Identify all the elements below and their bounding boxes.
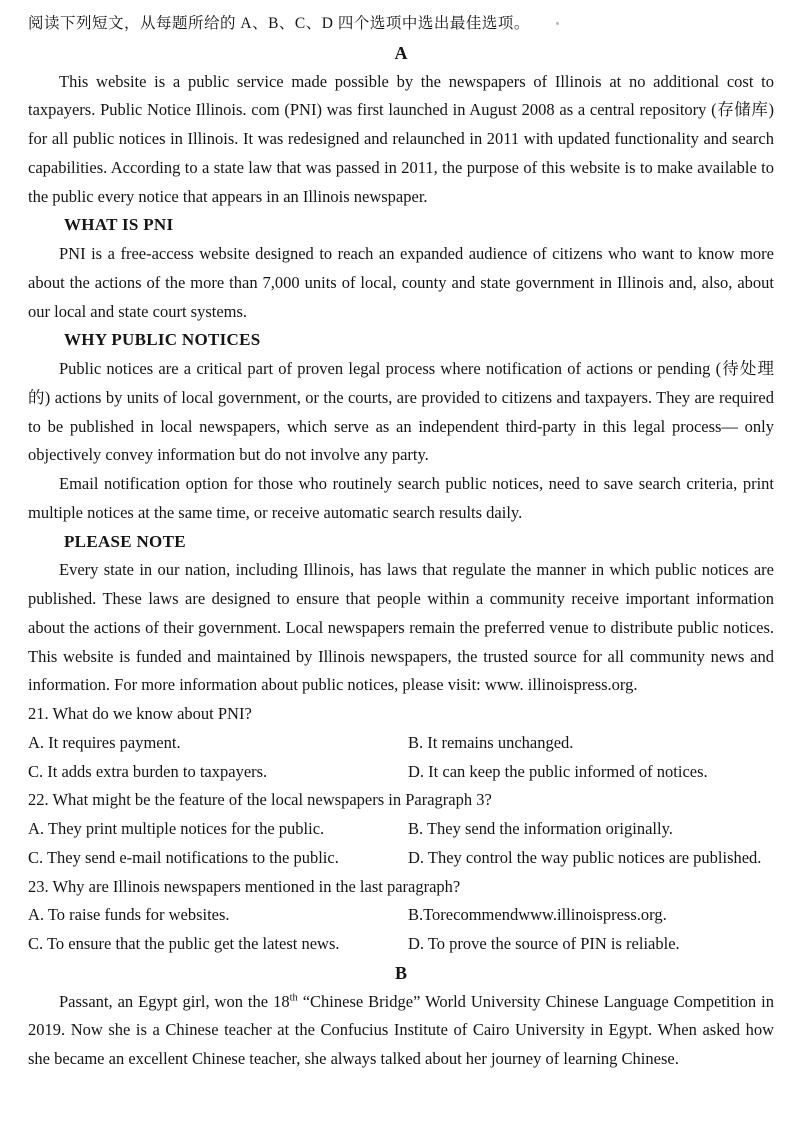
passage-a-paragraph-1: This website is a public service made possible by the newspapers of Illinois at no additional cost to taxpayers. Public Notice Illinois. com (PNI) was first launched in August 2008 as a central repository (存储库) for all public notices in Illinois. It was redesigned and relaunched in 2011 with updated functionality and search capabilities. According to a state law that was passed in 2011, the purpose of this website is to make available to the public every notice that appears in an Illinois newspaper.	[28, 71, 774, 206]
question-22-option-a: A. They print multiple notices for the public.	[28, 819, 325, 838]
passage-b-text-rest: “Chinese Bridge” World University Chinese Language Competition in 2019. Now she is a Chinese teacher at the Confucius Institute of Cairo University in Egypt. When asked how she became an excellent Chinese teacher, she always talked about her journey of learning Chinese.	[28, 991, 774, 1068]
question-21-option-d: D. It can keep the public informed of notices.	[408, 761, 708, 781]
heading-please-note: PLEASE NOTE	[64, 531, 186, 551]
question-23-stem: 23. Why are Illinois newspapers mentioned in the last paragraph?	[28, 876, 461, 896]
heading-why-public-notices: WHY PUBLIC NOTICES	[64, 330, 261, 350]
question-22-option-b: B. They send the information originally.	[408, 819, 673, 838]
question-21-option-b: B. It remains unchanged.	[408, 732, 574, 752]
question-21-options	[28, 729, 774, 787]
passage-a-paragraph-2: PNI is a free-access website designed to reach an expanded audience of citizens who want to know more about the actions of the more than 7,000 units of local, county and state government in Illinois and, also, about our local and state court systems.	[28, 244, 774, 321]
passage-a-paragraph-3: Public notices are a critical part of proven legal process where notification of actions or pending (待处理的) actions by units of local government, or the courts, are provided to citizens and taxpayers. They are required to be published in local newspapers, which serve as an independent third-party in this legal process— only objectively convey information but do not involve any party.	[28, 359, 774, 465]
question-22-option-d: D. They control the way public notices are published.	[408, 847, 762, 867]
reading-instruction: 阅读下列短文，从每题所给的 A、B、C、D 四个选项中选出最佳选项。	[28, 15, 530, 32]
question-21-stem: 21. What do we know about PNI?	[28, 704, 252, 723]
question-23-option-d: D. To prove the source of PIN is reliable.	[408, 934, 680, 953]
passage-b-text-start: Passant, an Egypt girl, won the 18	[59, 991, 290, 1011]
question-23-option-c: C. To ensure that the public get the latest news.	[28, 934, 340, 953]
question-23-option-a: A. To raise funds for websites.	[28, 905, 230, 925]
question-21-option-c: C. It adds extra burden to taxpayers.	[28, 761, 268, 781]
question-22-option-c: C. They send e-mail notifications to the public.	[28, 847, 339, 867]
question-22-stem: 22. What might be the feature of the local newspapers in Paragraph 3?	[28, 790, 492, 810]
section-b-label: B	[394, 962, 407, 983]
ordinal-superscript: th	[289, 992, 298, 1003]
exam-content	[28, 10, 774, 1074]
section-a-label: A	[394, 42, 408, 63]
question-21-option-a: A. It requires payment.	[28, 732, 181, 752]
passage-a-paragraph-5: Every state in our nation, including Illinois, has laws that regulate the manner in which public notices are published. These laws are designed to ensure that people within a community receive important information about the actions of their government. Local newspapers remain the preferred venue to distribute public notices. This website is funded and maintained by Illinois newspapers, the trusted source for all community news and information. For more information about public notices, please visit: www. illinoispress.org.	[28, 560, 774, 695]
heading-what-is-pni: WHAT IS PNI	[64, 215, 174, 235]
passage-a-paragraph-4: Email notification option for those who routinely search public notices, need to save search criteria, print multiple notices at the same time, or receive automatic search results daily.	[28, 474, 774, 522]
question-23-option-b: B.Torecommendwww.illinoispress.org.	[408, 905, 667, 925]
question-22-options	[28, 815, 774, 873]
passage-b-paragraph-1	[28, 988, 774, 1074]
question-23-options	[28, 901, 774, 959]
